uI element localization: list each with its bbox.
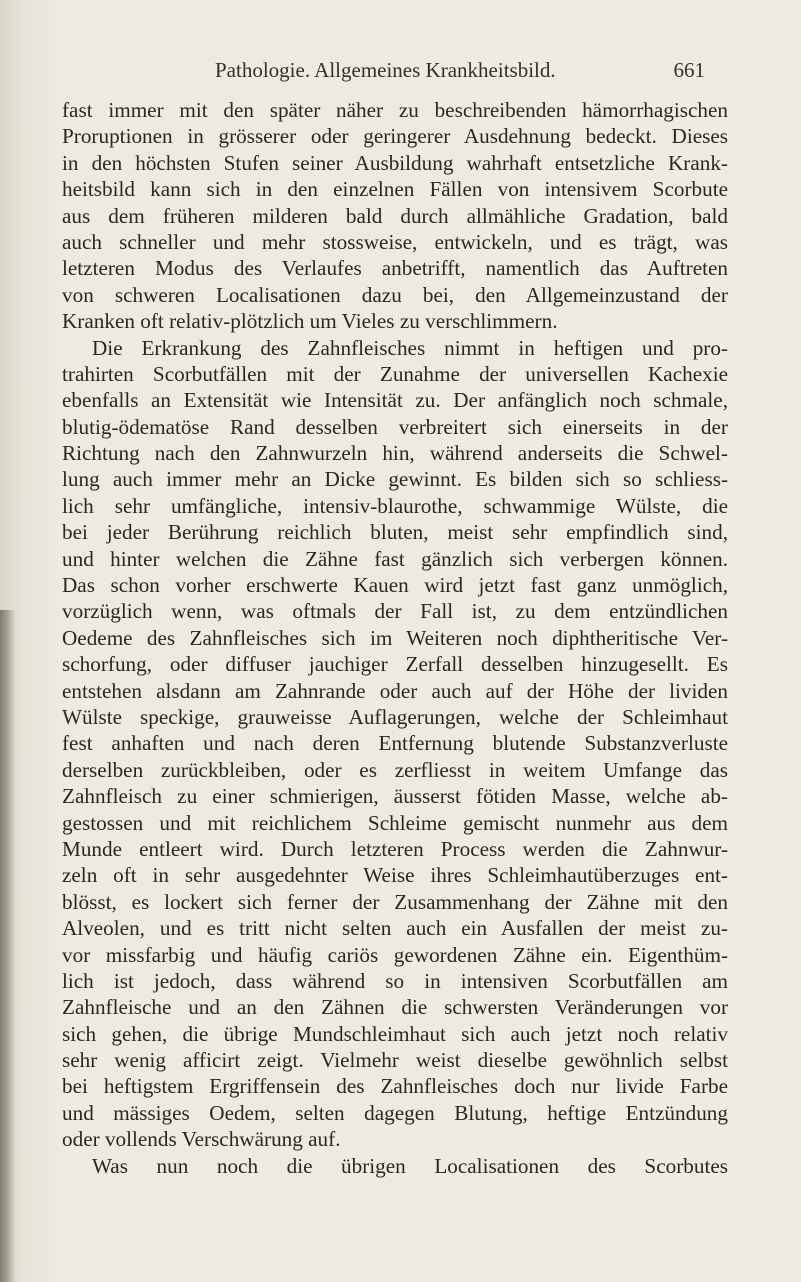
text-line: Alveolen, und es tritt nicht selten auch ein Ausfallen der meist zu- xyxy=(62,916,728,941)
text-line: fast immer mit den später näher zu beschreibenden hämorrhagischen xyxy=(62,98,728,122)
text-line: Oedeme des Zahnfleisches sich im Weiteren noch diphtheritische Ver- xyxy=(62,625,728,650)
text-line: zeln oft in sehr ausgedehnter Weise ihres Schleimhautüberzuges ent- xyxy=(62,863,728,888)
text-line: fest anhaften und nach deren Entfernung blutende Substanzverluste xyxy=(62,731,728,756)
text-line: Proruptionen in grösserer oder geringerer Ausdehnung bedeckt. Dieses xyxy=(62,124,728,149)
running-title: Pathologie. Allgemeines Krankheitsbild. xyxy=(215,58,556,82)
text-line: vor missfarbig und häufig cariös gewordenen Zähne ein. Eigenthüm- xyxy=(62,942,728,967)
text-line: Kranken oft relativ-plötzlich um Vieles zu verschlimmern. xyxy=(62,309,558,334)
text-line: ebenfalls an Extensität wie Intensität zu. Der anfänglich noch schmale, xyxy=(62,388,728,413)
text-line: vorzüglich wenn, was oftmals der Fall ist, zu dem entzündlichen xyxy=(62,599,728,624)
text-line: bei jeder Berührung reichlich bluten, meist sehr empfindlich sind, xyxy=(62,520,728,545)
text-line: und hinter welchen die Zähne fast gänzlich sich verbergen können. xyxy=(62,546,728,571)
text-line: und mässiges Oedem, selten dagegen Blutung, heftige Entzündung xyxy=(62,1100,728,1125)
text-line: Wülste speckige, grauweisse Auflagerungen, welche der Schleimhaut xyxy=(62,704,728,729)
text-line: Zahnfleische und an den Zähnen die schwersten Veränderungen vor xyxy=(62,995,728,1020)
text-line: von schweren Localisationen dazu bei, den Allgemeinzustand der xyxy=(62,282,728,307)
text-line: heitsbild kann sich in den einzelnen Fällen von intensivem Scorbute xyxy=(62,177,728,202)
text-line: Richtung nach den Zahnwurzeln hin, während anderseits die Schwel- xyxy=(62,441,728,466)
text-line: letzteren Modus des Verlaufes anbetrifft, namentlich das Auftreten xyxy=(62,256,728,281)
text-line: lich ist jedoch, dass während so in intensiven Scorbutfällen am xyxy=(62,968,728,993)
text-line: sich gehen, die übrige Mundschleimhaut sich auch jetzt noch relativ xyxy=(62,1021,728,1046)
text-line: bei heftigstem Ergriffensein des Zahnfleisches doch nur livide Farbe xyxy=(62,1074,728,1099)
text-line: Das schon vorher erschwerte Kauen wird jetzt fast ganz unmöglich, xyxy=(62,573,728,598)
text-line: trahirten Scorbutfällen mit der Zunahme der universellen Kachexie xyxy=(62,361,728,386)
text-line: schorfung, oder diffuser jauchiger Zerfall desselben hinzugesellt. Es xyxy=(62,652,728,677)
text-line: gestossen und mit reichlichem Schleime gemischt nunmehr aus dem xyxy=(62,810,728,835)
text-line: blutig-ödematöse Rand desselben verbreitert sich einerseits in der xyxy=(62,414,728,439)
text-line: Zahnfleisch zu einer schmierigen, äusserst fötiden Masse, welche ab- xyxy=(62,784,728,809)
page-gutter-shadow xyxy=(0,610,16,1282)
text-line: in den höchsten Stufen seiner Ausbildung wahrhaft entsetzliche Krank- xyxy=(62,150,728,175)
page-number: 661 xyxy=(673,58,705,82)
text-line: oder vollends Verschwärung auf. xyxy=(62,1127,341,1152)
text-line: entstehen alsdann am Zahnrande oder auch auf der Höhe der lividen xyxy=(62,678,728,703)
text-line: lich sehr umfängliche, intensiv-blaurothe, schwammige Wülste, die xyxy=(62,493,728,518)
text-line: Die Erkrankung des Zahnfleisches nimmt in heftigen und pro- xyxy=(92,335,728,360)
text-line: blösst, es lockert sich ferner der Zusammenhang der Zähne mit den xyxy=(62,889,728,914)
text-line: derselben zurückbleiben, oder es zerfliesst in weitem Umfange das xyxy=(62,757,728,782)
text-line: aus dem früheren milderen bald durch allmähliche Gradation, bald xyxy=(62,203,728,228)
text-line: Munde entleert wird. Durch letzteren Process werden die Zahnwur- xyxy=(62,836,728,861)
text-line: Was nun noch die übrigen Localisationen des Scorbutes xyxy=(92,1153,728,1178)
body-text xyxy=(62,97,728,1179)
text-line: auch schneller und mehr stossweise, entwickeln, und es trägt, was xyxy=(62,229,728,254)
text-line: sehr wenig afficirt zeigt. Vielmehr weist dieselbe gewöhnlich selbst xyxy=(62,1048,728,1073)
text-line: lung auch immer mehr an Dicke gewinnt. Es bilden sich so schliess- xyxy=(62,467,728,492)
page-header xyxy=(215,58,705,88)
